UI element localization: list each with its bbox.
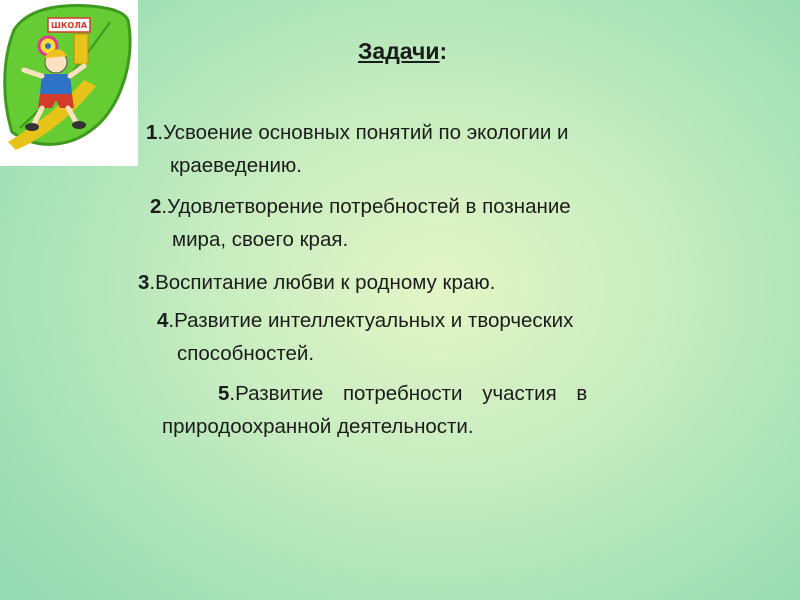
task-number: 3 (138, 271, 150, 294)
task-3 (138, 266, 738, 299)
task-text: .Развитие интеллектуальных и творческих (168, 309, 574, 332)
task-number: 1 (146, 121, 158, 144)
slide-title (358, 36, 447, 66)
task-number: 5 (218, 382, 230, 405)
task-text-continued: природоохранной деятельности. (162, 415, 474, 438)
task-text: .Усвоение основных понятий по экологии и (157, 121, 569, 144)
school-logo (0, 0, 138, 166)
leaf-boy-icon (0, 0, 138, 166)
task-text-continued: мира, своего края. (172, 228, 349, 251)
task-text: .Удовлетворение потребностей в познание (161, 195, 571, 218)
title-word: Задачи (358, 38, 440, 64)
task-text-continued: способностей. (177, 342, 315, 365)
task-text-continued: краеведению. (170, 154, 302, 177)
task-text: .Развитие потребности участия в (229, 382, 588, 405)
task-number: 2 (150, 195, 162, 218)
task-4 (157, 304, 747, 370)
task-2 (150, 190, 750, 256)
task-5 (162, 377, 742, 443)
task-1 (146, 116, 746, 182)
title-colon: : (439, 38, 448, 64)
task-text: .Воспитание любви к родному краю. (149, 271, 496, 294)
task-number: 4 (157, 309, 169, 332)
logo-sign-text: ШКОЛА (50, 21, 88, 30)
